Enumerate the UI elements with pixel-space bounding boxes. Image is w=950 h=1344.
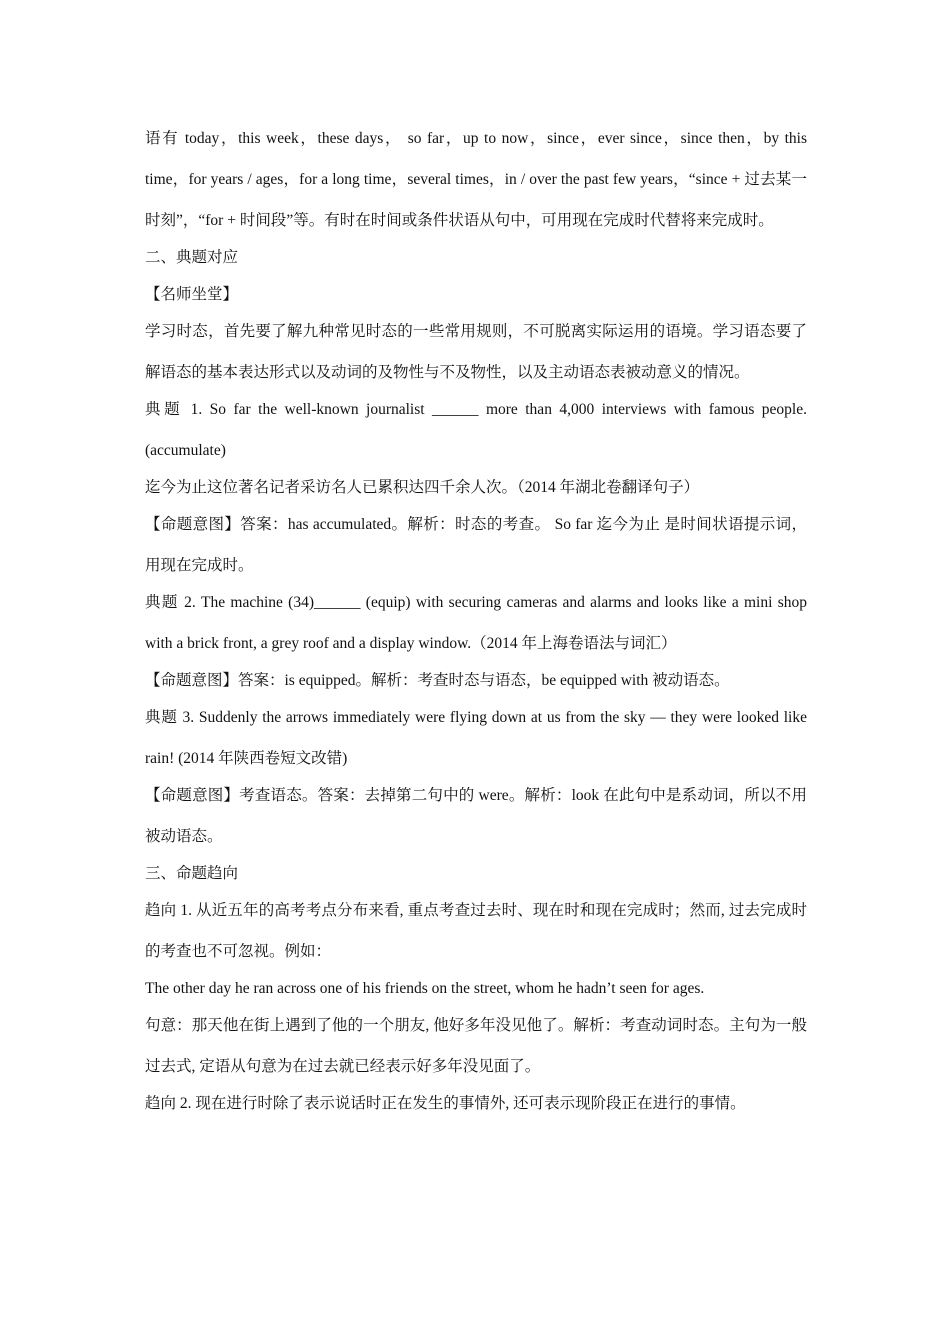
trend-1-example: The other day he ran across one of his friends on the street, whom he hadn’t seen for ages. (145, 980, 705, 997)
question-1-analysis: 【命题意图】答案：has accumulated。解析：时态的考查。 So far 迄今为止 是时间状语提示词，用现在完成时。 (145, 516, 807, 574)
paragraph-study-advice: 学习时态，首先要了解九种常见时态的一些常用规则，不可脱离实际运用的语境。学习语态要了解语态的基本表达形式以及动词的及物性与不及物性，以及主动语态表被动意义的情况。 (145, 323, 807, 381)
section-heading-typical-questions: 二、典题对应 (145, 249, 239, 266)
question-1: 典题 1. So far the well-known journalist ______ more than 4,000 interviews with famous people. (accumulate) (145, 401, 807, 459)
document-page (145, 118, 807, 1131)
question-3: 典题 3. Suddenly the arrows immediately were flying down at us from the sky — they were looked like rain! (2014 年陕西卷短文改错) (145, 709, 807, 767)
trend-2: 趋向 2. 现在进行时除了表示说话时正在发生的事情外, 还可表示现阶段正在进行的事情。 (145, 1095, 746, 1112)
trend-1: 趋向 1. 从近五年的高考考点分布来看, 重点考查过去时、现在时和现在完成时；然而, 过去完成时的考查也不可忽视。例如： (145, 902, 807, 960)
subheading-teacher-notes: 【名师坐堂】 (145, 286, 239, 303)
question-2: 典题 2. The machine (34)______ (equip) with securing cameras and alarms and looks like a mini shop with a brick front, a grey roof and a display window.（2014 年上海卷语法与词汇） (145, 594, 807, 652)
question-3-analysis: 【命题意图】考查语态。答案：去掉第二句中的 were。解析：look 在此句中是系动词，所以不用被动语态。 (145, 787, 807, 845)
question-1-translation: 迄今为止这位著名记者采访名人已累积达四千余人次。（2014 年湖北卷翻译句子） (145, 479, 700, 496)
paragraph-time-adverbials: 语有 today，this week，these days， so far，up to now，since，ever since，since then，by this time，for years / ages，for a long time，several times，in / over the past few years，“since + 过去某一时刻”，“for + 时间段”等。有时在时间或条件状语从句中，可用现在完成时代替将来完成时。 (145, 130, 807, 229)
question-2-analysis: 【命题意图】答案：is equipped。解析：考查时态与语态，be equipped with 被动语态。 (145, 672, 730, 689)
section-heading-trends: 三、命题趋向 (145, 865, 239, 882)
trend-1-explanation: 句意：那天他在街上遇到了他的一个朋友, 他好多年没见他了。解析：考查动词时态。主句为一般过去式, 定语从句意为在过去就已经表示好多年没见面了。 (145, 1017, 807, 1075)
